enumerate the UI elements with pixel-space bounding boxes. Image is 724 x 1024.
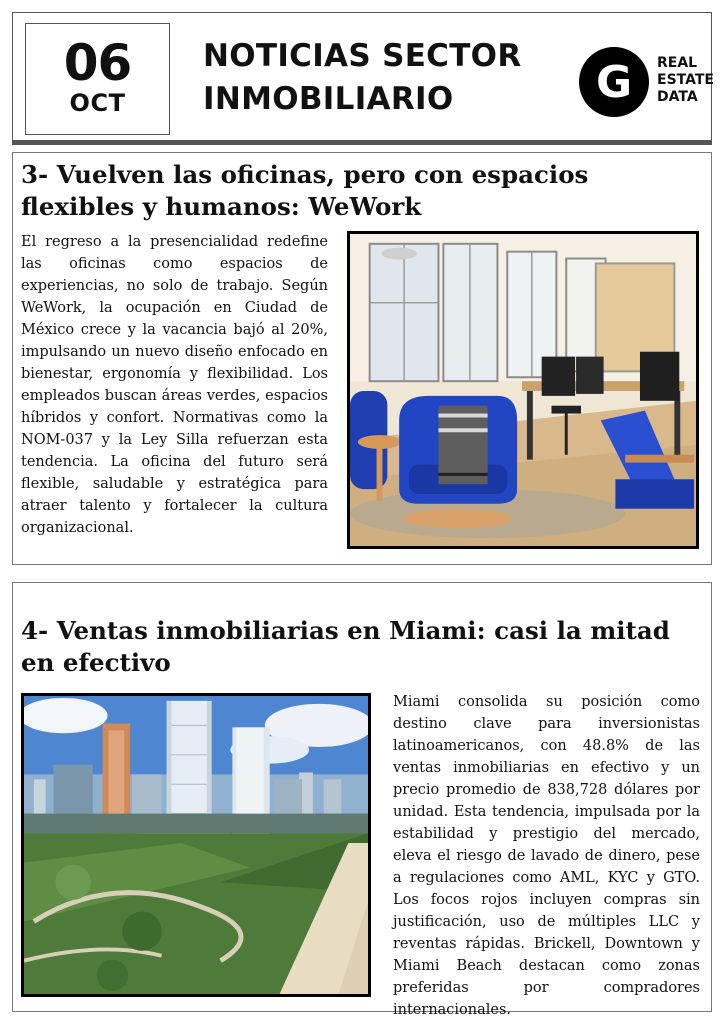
header-divider <box>12 140 712 145</box>
article-title: 3- Vuelven las oficinas, pero con espacios flexibles y humanos: WeWork <box>21 160 589 221</box>
office-photo <box>347 231 699 549</box>
article-body: Miami consolida su posición como destino clave para inversionistas latinoamericanos, con 48.8% de las ventas inmobiliarias en efectivo y un precio promedio de 838,728 dólares por unidad. Esta tendencia, impulsada por la estabilidad y prestigio del mercado, eleva el riesgo de lavado de dinero, pese a regulaciones como AML, KYC y GTO. Los focos rojos incluyen compras sin justificación, uso de múltiples LLC y reventas rápidas. Brickell, Downtown y Miami Beach destacan como zonas preferidas por compradores internacionales. <box>393 694 700 1018</box>
office-photo-illustration <box>350 234 696 546</box>
logo-line3: DATA <box>657 89 698 105</box>
header <box>12 12 712 142</box>
logo-line2: ESTATE <box>657 72 714 88</box>
date-month: OCT <box>69 89 126 117</box>
date-box <box>25 23 170 135</box>
miami-photo <box>21 693 371 997</box>
miami-photo-illustration <box>24 696 368 994</box>
page-title-line2: INMOBILIARIO <box>203 81 454 117</box>
page-title <box>203 35 563 121</box>
logo-g-icon <box>579 47 649 117</box>
logo <box>579 47 714 119</box>
article-card-miami <box>12 582 712 1018</box>
article-body: El regreso a la presencialidad redefine las oficinas como espacios de experiencias, no solo de trabajo. Según WeWork, la ocupación en Ciudad de México crece y la vacancia bajó al 20%, impulsando un nuevo diseño enfocado en bienestar, ergonomía y flexibilidad. Los empleados buscan áreas verdes, espacios híbridos y confort. Normativas como la NOM-037 y la Ley Silla refuerzan esta tendencia. La oficina del futuro será flexible, saludable y estratégica para atraer talento y fortalecer la cultura organizacional. <box>21 234 328 536</box>
article-title: 4- Ventas inmobiliarias en Miami: casi la mitad en efectivo <box>21 616 670 677</box>
logo-line1: REAL <box>657 55 698 71</box>
article-card-wework <box>12 152 712 565</box>
page-title-line1: NOTICIAS SECTOR <box>203 38 522 74</box>
date-day: 06 <box>63 34 132 92</box>
logo-letter: G <box>595 57 633 108</box>
logo-text <box>657 55 717 106</box>
